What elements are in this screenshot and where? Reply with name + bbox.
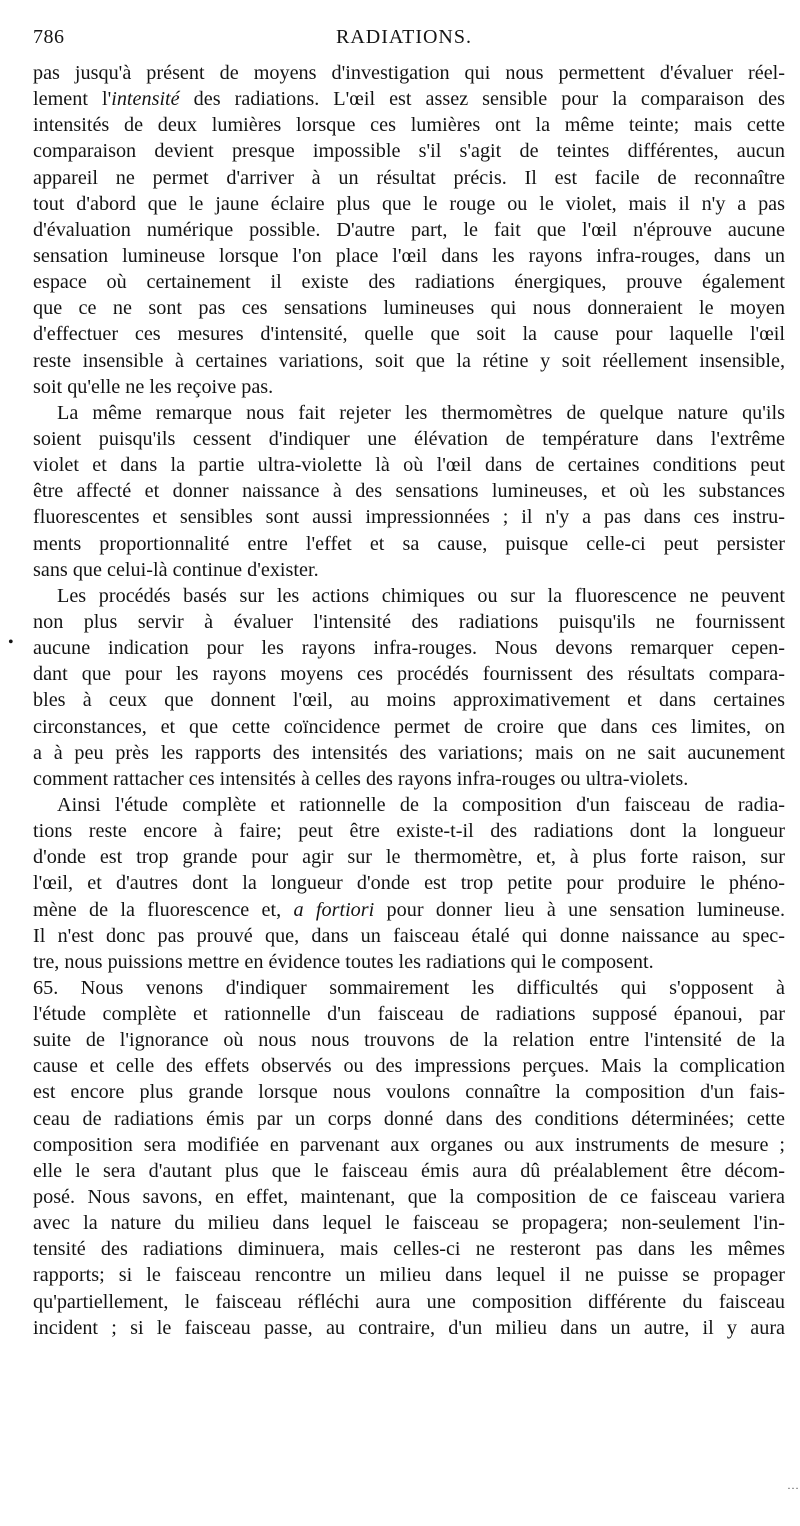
text-line: non plus servir à évaluer l'intensité des radiations puisqu'ils ne fournissent xyxy=(33,610,785,633)
text-line: incident ; si le faisceau passe, au contraire, d'un milieu dans un autre, il y aura xyxy=(33,1316,785,1339)
text-line: l'œil, et d'autres dont la longueur d'onde est trop petite pour produire le phéno- xyxy=(33,872,785,895)
text-line: soient puisqu'ils cessent d'indiquer une élévation de température dans l'extrême xyxy=(33,427,785,450)
text-line: ments proportionnalité entre l'effet et sa cause, puisque celle-ci peut persister xyxy=(33,532,785,555)
text-line: espace où certainement il existe des radiations énergiques, prouve également xyxy=(33,271,785,294)
text-line: 65. Nous venons d'indiquer sommairement les difficultés qui s'opposent à xyxy=(33,976,785,999)
text-line: composition sera modifiée en parvenant aux organes ou aux instruments de mesure ; xyxy=(33,1133,785,1156)
text-line: soit qu'elle ne les reçoive pas. xyxy=(33,375,274,398)
text-line: ceau de radiations émis par un corps donné dans des conditions déterminées; cette xyxy=(33,1107,785,1130)
text-line: elle le sera d'autant plus que le faisceau émis aura dû préalablement être décom- xyxy=(33,1159,785,1182)
text-line: comment rattacher ces intensités à celles des rayons infra-rouges ou ultra-violets. xyxy=(33,767,689,790)
text-line: avec la nature du milieu dans lequel le faisceau se propagera; non-seulement l'in- xyxy=(33,1212,785,1235)
text-segment: pour donner lieu à une sensation lumineuse. xyxy=(374,898,785,921)
text-line: est encore plus grande lorsque nous voulons connaître la composition d'un fais- xyxy=(33,1081,785,1104)
text-line: qu'partiellement, le faisceau réfléchi aura une composition différente du faisceau xyxy=(33,1290,785,1313)
text-line: comparaison devient presque impossible s'il s'agit de teintes différentes, aucun xyxy=(33,140,785,163)
page-number: 786 xyxy=(33,26,65,48)
text-line: tout d'abord que le jaune éclaire plus que le rouge ou le violet, mais il n'y a pas xyxy=(33,192,785,215)
text-segment: mène de la fluorescence et, xyxy=(33,898,294,921)
text-line: d'effectuer ces mesures d'intensité, quelle que soit la cause pour laquelle l'œil xyxy=(33,323,785,346)
margin-mark: • xyxy=(8,634,14,651)
italic-term: a fortiori xyxy=(293,898,375,921)
text-line: Il n'est donc pas prouvé que, dans un faisceau étalé qui donne naissance au spec- xyxy=(33,924,785,947)
text-line: que ce ne sont pas ces sensations lumineuses qui nous donneraient le moyen xyxy=(33,297,785,320)
text-line: Les procédés basés sur les actions chimiques ou sur la fluorescence ne peuvent xyxy=(57,584,785,607)
text-line: La même remarque nous fait rejeter les thermomètres de quelque nature qu'ils xyxy=(57,401,785,424)
text-line: reste insensible à certaines variations, soit que la rétine y soit réellement insensible, xyxy=(33,349,785,372)
page-header xyxy=(33,26,775,60)
text-line xyxy=(33,897,785,923)
text-line: Ainsi l'étude complète et rationnelle de la composition d'un faisceau de radia- xyxy=(57,793,785,816)
text-line: être affecté et donner naissance à des sensations lumineuses, et où les substances xyxy=(33,480,785,503)
text-line: pas jusqu'à présent de moyens d'investigation qui nous permettent d'évaluer réel- xyxy=(33,62,785,84)
body-text xyxy=(33,60,785,1341)
text-line: violet et dans la partie ultra-violette là où l'œil dans de certaines conditions peut xyxy=(33,454,785,477)
text-line: l'étude complète et rationnelle d'un faisceau de radiations supposé épanoui, par xyxy=(33,1003,785,1026)
text-line: intensités de deux lumières lorsque ces lumières ont la même teinte; mais cette xyxy=(33,114,785,137)
text-line: sans que celui-là continue d'exister. xyxy=(33,558,319,581)
text-line: dant que pour les rayons moyens ces procédés fournissent des résultats compara- xyxy=(33,663,785,686)
text-line: bles à ceux que donnent l'œil, au moins approximativement et dans certaines xyxy=(33,689,785,712)
text-line: appareil ne permet d'arriver à un résultat précis. Il est facile de reconnaître xyxy=(33,166,785,189)
text-line: circonstances, et que cette coïncidence permet de croire que dans ces limites, on xyxy=(33,715,785,738)
text-line: tensité des radiations diminuera, mais celles-ci ne resteront pas dans les mêmes xyxy=(33,1238,785,1261)
text-line: fluorescentes et sensibles sont aussi impressionnées ; il n'y a pas dans ces instru- xyxy=(33,506,785,529)
text-line: rapports; si le faisceau rencontre un milieu dans lequel il ne puisse se propager xyxy=(33,1264,785,1287)
text-line xyxy=(33,86,785,112)
text-line: cause et celle des effets observés ou des impressions perçues. Mais la complication xyxy=(33,1055,785,1078)
text-line: d'évaluation numérique possible. D'autre part, le fait que l'œil n'éprouve aucune xyxy=(33,218,785,241)
text-line: tre, nous puissions mettre en évidence toutes les radiations qui le composent. xyxy=(33,950,654,973)
text-line: posé. Nous savons, en effet, maintenant, que la composition de ce faisceau variera xyxy=(33,1186,785,1209)
text-line: aucune indication pour les rayons infra-rouges. Nous devons remarquer cepen- xyxy=(33,637,785,660)
text-line: d'onde est trop grande pour agir sur le thermomètre, et, à plus forte raison, sur xyxy=(33,846,785,869)
text-segment: lement l' xyxy=(33,88,112,111)
text-line: suite de l'ignorance où nous nous trouvons de la relation entre l'intensité de la xyxy=(33,1029,785,1052)
running-title: RADIATIONS. xyxy=(336,26,472,48)
text-line: tions reste encore à faire; peut être existe-t-il des radiations dont la longueur xyxy=(33,820,785,843)
margin-mark-right: … xyxy=(787,1478,799,1492)
text-line: sensation lumineuse lorsque l'on place l'œil dans les rayons infra-rouges, dans un xyxy=(33,244,785,267)
text-line: a à peu près les rapports des intensités des variations; mais on ne sait aucunement xyxy=(33,741,785,764)
italic-term: intensité xyxy=(111,88,180,111)
text-segment: des radiations. L'œil est assez sensible pour la comparaison des xyxy=(179,88,785,111)
